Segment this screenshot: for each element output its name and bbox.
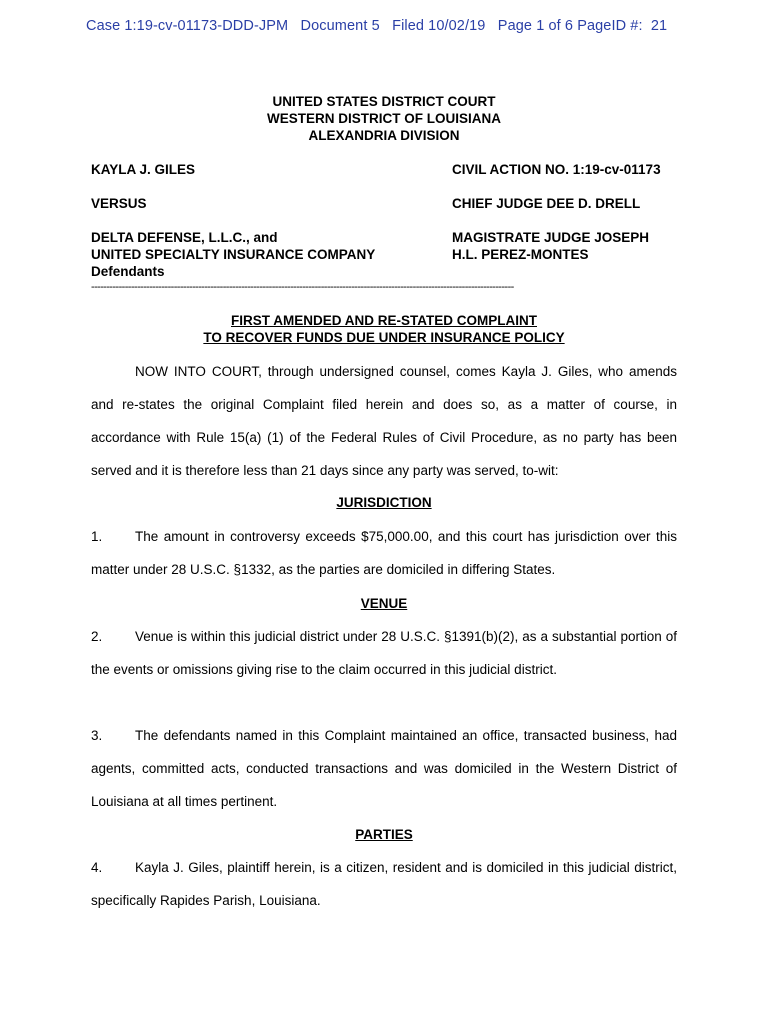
- paragraph-1: [91, 520, 677, 586]
- paragraph-text: Venue is within this judicial district under 28 U.S.C. §1391(b)(2), as a substantial portion of the events or omissions giving rise to the claim occurred in this judicial district.: [91, 629, 677, 677]
- intro-paragraph: NOW INTO COURT, through undersigned counsel, comes Kayla J. Giles, who amends and re-states the original Complaint filed herein and does so, as a matter of course, in accordance with Rule 15(a) (1) of the Federal Rules of Civil Procedure, as no party has been served and it is therefore less than 21 days since any party was served, to-wit:: [91, 364, 677, 478]
- paragraph-text: Kayla J. Giles, plaintiff herein, is a citizen, resident and is domiciled in this judicial district, specifically Rapides Parish, Louisiana.: [91, 860, 677, 908]
- section-venue: VENUE: [360, 596, 408, 611]
- paragraph-number: 1.: [91, 529, 103, 544]
- civil-action-number: CIVIL ACTION NO. 1:19-cv-01173: [452, 162, 661, 177]
- paragraph-number: 3.: [91, 728, 103, 743]
- document-title-line-1: FIRST AMENDED AND RE-STATED COMPLAINT: [231, 313, 537, 328]
- paragraph-4: [91, 851, 677, 917]
- chief-judge: CHIEF JUDGE DEE D. DRELL: [452, 196, 641, 211]
- paragraph-2: [91, 620, 677, 686]
- paragraph-text: The amount in controversy exceeds $75,000.00, and this court has jurisdiction over this matter under 28 U.S.C. §1332, as the parties are domiciled in differing States.: [91, 529, 677, 577]
- magistrate-line-1: MAGISTRATE JUDGE JOSEPH: [452, 230, 650, 245]
- court-name: UNITED STATES DISTRICT COURT: [272, 94, 496, 109]
- defendants-block: [91, 229, 375, 280]
- section-parties: PARTIES: [355, 827, 413, 842]
- section-jurisdiction: JURISDICTION: [336, 495, 432, 510]
- court-district: WESTERN DISTRICT OF LOUISIANA: [267, 111, 501, 126]
- paragraph-3: [91, 719, 677, 818]
- paragraph-number: 2.: [91, 629, 103, 644]
- defendants-label: Defendants: [91, 264, 165, 279]
- court-division: ALEXANDRIA DIVISION: [308, 128, 460, 143]
- caption-divider: ------------------------------------------------------------------------------------------------------------------------------------------: [91, 281, 514, 293]
- magistrate-judge-block: [452, 229, 649, 263]
- court-heading: [0, 93, 768, 144]
- intro-paragraph-wrap: [91, 355, 677, 487]
- versus-label: VERSUS: [91, 196, 147, 211]
- paragraph-text: The defendants named in this Complaint maintained an office, transacted business, had agents, committed acts, conducted transactions and was domiciled in the Western District of Louisiana at all times pertinent.: [91, 728, 677, 809]
- defendant-1: DELTA DEFENSE, L.L.C., and: [91, 230, 278, 245]
- document-title-line-2: TO RECOVER FUNDS DUE UNDER INSURANCE POLICY: [203, 330, 565, 345]
- document-title: [0, 312, 768, 346]
- magistrate-line-2: H.L. PEREZ-MONTES: [452, 247, 589, 262]
- plaintiff-name: KAYLA J. GILES: [91, 162, 196, 177]
- paragraph-number: 4.: [91, 860, 103, 875]
- defendant-2: UNITED SPECIALTY INSURANCE COMPANY: [91, 247, 376, 262]
- case-header-stamp: Case 1:19-cv-01173-DDD-JPM Document 5 Filed 10/02/19 Page 1 of 6 PageID #: 21: [86, 18, 668, 34]
